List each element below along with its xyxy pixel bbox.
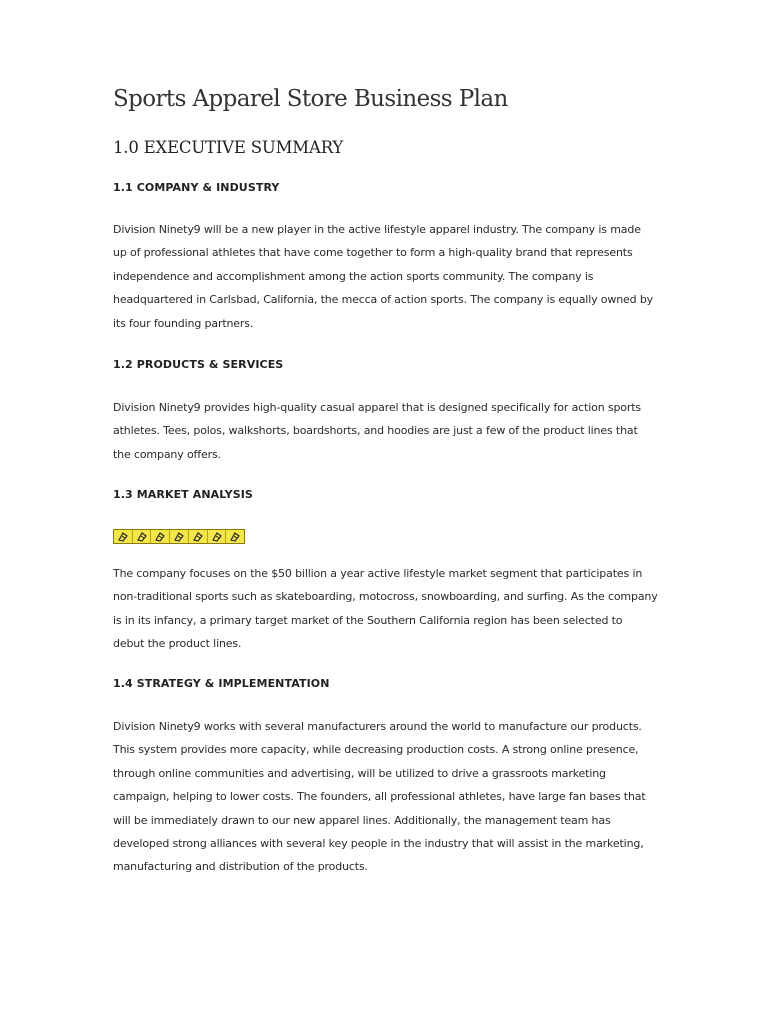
document-title: Sports Apparel Store Business Plan	[113, 86, 508, 112]
text-line: through online communities and advertising, will be utilized to drive a grassroots marketing	[113, 766, 606, 780]
text-line: Division Ninety9 works with several manufacturers around the world to manufacture our products.	[113, 720, 642, 733]
text-line: The company focuses on the $50 billion a year active lifestyle market segment that participates in	[113, 567, 643, 580]
text-line: the company offers.	[113, 447, 221, 461]
text-line: This system provides more capacity, while decreasing production costs. A strong online presence,	[113, 743, 639, 757]
text-line: headquartered in Carlsbad, California, the mecca of action sports. The company is equally owned by	[113, 293, 654, 307]
subheading-company-industry: 1.1 COMPANY & INDUSTRY	[113, 181, 280, 194]
subheading-products-services: 1.2 PRODUCTS & SERVICES	[113, 358, 284, 371]
text-line: campaign, helping to lower costs. The founders, all professional athletes, have large fan bases that	[113, 790, 646, 804]
section-heading-executive-summary: 1.0 EXECUTIVE SUMMARY	[113, 138, 344, 157]
paragraph-market-analysis	[113, 562, 658, 656]
text-line: independence and accomplishment among the action sports community. The company is	[113, 269, 594, 283]
text-line: developed strong alliances with several key people in the industry that will assist in the marketing,	[113, 837, 644, 851]
text-line: Division Ninety9 will be a new player in the active lifestyle apparel industry. The company is made	[113, 223, 641, 236]
subheading-strategy-implementation: 1.4 STRATEGY & IMPLEMENTATION	[113, 677, 330, 690]
text-line: its four founding partners.	[113, 316, 254, 330]
paragraph-strategy-implementation	[113, 715, 658, 879]
broken-image-icon	[113, 529, 245, 544]
subheading-market-analysis: 1.3 MARKET ANALYSIS	[113, 488, 253, 501]
text-line: Division Ninety9 provides high-quality casual apparel that is designed specifically for action sports	[113, 401, 641, 414]
text-line: debut the product lines.	[113, 637, 242, 651]
text-line: manufacturing and distribution of the products.	[113, 860, 368, 874]
text-line: is in its infancy, a primary target market of the Southern California region has been selected to	[113, 613, 623, 627]
paragraph-company-industry	[113, 218, 658, 335]
text-line: up of professional athletes that have come together to form a high-quality brand that represents	[113, 246, 633, 260]
paragraph-products-services	[113, 396, 658, 466]
text-line: non-traditional sports such as skateboarding, motocross, snowboarding, and surfing. As the company	[113, 590, 658, 604]
text-line: will be immediately drawn to our new apparel lines. Additionally, the management team has	[113, 813, 611, 827]
text-line: athletes. Tees, polos, walkshorts, boardshorts, and hoodies are just a few of the product lines that	[113, 424, 638, 438]
